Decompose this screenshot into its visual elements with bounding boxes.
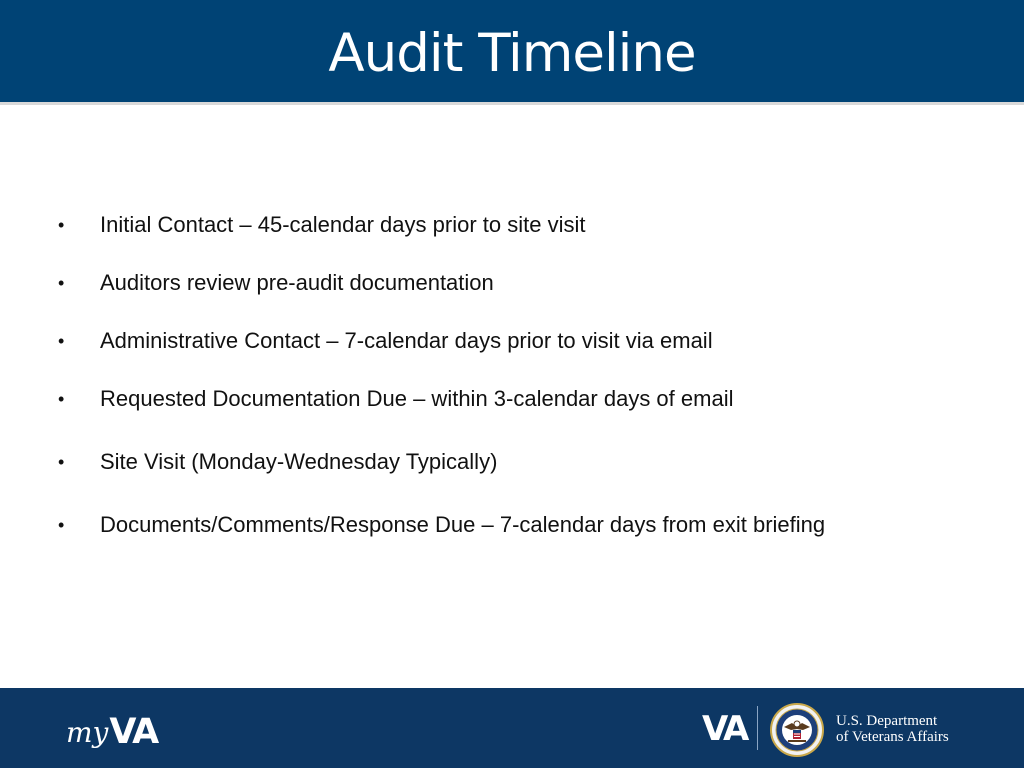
bullet-text: Auditors review pre-audit documentation bbox=[100, 270, 494, 295]
list-item bbox=[0, 321, 1024, 361]
list-item bbox=[0, 205, 1024, 245]
bullet-marker: • bbox=[58, 330, 65, 351]
department-name-line1: U.S. Department bbox=[836, 713, 938, 729]
page-title: Audit Timeline bbox=[328, 22, 696, 84]
bullet-text: Documents/Comments/Response Due – 7-calendar days from exit briefing bbox=[100, 512, 826, 537]
myva-logo-suffix: VA bbox=[109, 712, 158, 752]
bullet-marker: • bbox=[58, 451, 65, 472]
list-item bbox=[0, 442, 1024, 482]
bullet-text: Requested Documentation Due – within 3-calendar days of email bbox=[100, 386, 734, 411]
va-seal-icon bbox=[770, 703, 824, 757]
title-banner bbox=[0, 0, 1024, 105]
department-name bbox=[836, 713, 949, 745]
bullet-marker: • bbox=[58, 272, 65, 293]
myva-logo bbox=[66, 708, 157, 750]
logo-divider bbox=[757, 706, 758, 750]
bullet-marker: • bbox=[58, 514, 65, 535]
list-item bbox=[0, 379, 1024, 419]
myva-logo-prefix: my bbox=[66, 716, 109, 749]
bullet-text: Initial Contact – 45-calendar days prior to site visit bbox=[100, 212, 586, 237]
va-logo: VA bbox=[702, 709, 747, 749]
bullet-text: Site Visit (Monday-Wednesday Typically) bbox=[100, 449, 498, 474]
list-item bbox=[0, 505, 1024, 545]
bullet-marker: • bbox=[58, 388, 65, 409]
department-name-line2: of Veterans Affairs bbox=[836, 729, 949, 745]
bullet-marker: • bbox=[58, 214, 65, 235]
list-item bbox=[0, 263, 1024, 303]
bullet-text: Administrative Contact – 7-calendar days prior to visit via email bbox=[100, 328, 713, 353]
footer-bar bbox=[0, 688, 1024, 768]
